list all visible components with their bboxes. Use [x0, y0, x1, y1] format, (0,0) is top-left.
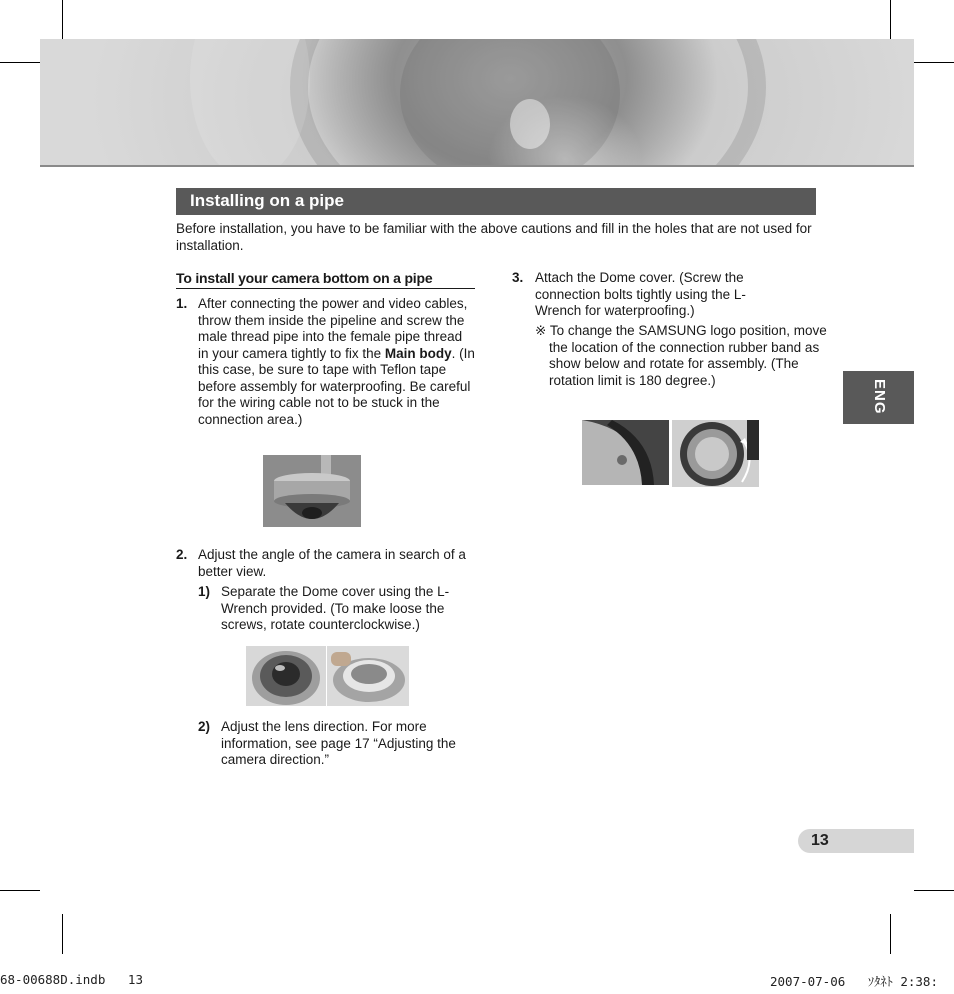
- intro-paragraph: Before installation, you have to be familiar with the above cautions and fill in the holes that are not used for installation.: [176, 221, 812, 253]
- footer-timestamp: 2007-07-06 ｿﾀﾈﾄ 2:38:: [770, 974, 938, 989]
- language-tab-label: ENG: [871, 379, 888, 415]
- substep-2-number: 2): [198, 719, 211, 734]
- step-1-bold-term: Main body: [384, 345, 452, 361]
- crop-mark: [62, 0, 63, 40]
- dome-cover-photo-2: [327, 646, 409, 706]
- logo-position-photo-1: [582, 420, 669, 485]
- crop-mark: [914, 62, 954, 63]
- dome-cover-illustration-1: [246, 646, 326, 706]
- crop-mark: [890, 914, 891, 954]
- logo-position-illustration-1: [582, 420, 669, 485]
- logo-position-photo-2: [672, 420, 759, 487]
- substep-2-text: Adjust the lens direction. For more information, see page 17 “Adjusting the camera direction.”: [221, 719, 456, 767]
- footer-file-info: 68-00688D.indb 13: [0, 972, 143, 987]
- section-title: Installing on a pipe: [190, 191, 344, 210]
- step-3-number: 3.: [512, 270, 524, 285]
- page-number-bar: [798, 829, 914, 853]
- section-title-bar: [176, 188, 816, 215]
- page-number: 13: [811, 832, 829, 849]
- crop-mark: [914, 890, 954, 891]
- substep-1-number: 1): [198, 584, 211, 599]
- camera-on-pipe-photo: [263, 455, 361, 527]
- step-3-note: ※ To change the SAMSUNG logo position, move the location of the connection rubber band as show below and rotate for assembly. (The rotation limit is 180 degree.): [535, 323, 827, 388]
- step-3-text: Attach the Dome cover. (Screw the connection bolts tightly using the L-Wrench for waterproofing.): [535, 270, 746, 318]
- step-2-number: 2.: [176, 547, 188, 562]
- step-1-number: 1.: [176, 296, 188, 311]
- camera-on-pipe-illustration: [263, 455, 361, 527]
- crop-mark: [62, 914, 63, 954]
- step-1-text: [198, 296, 476, 428]
- substep-1-text: Separate the Dome cover using the L-Wrench provided. (To make loose the screws, rotate counterclockwise.): [221, 584, 450, 632]
- step-1-text-after: . (In this case, be sure to tape with Teflon tape before assembly for waterproofing. Be careful for the wiring cable not to be stuck in the connection area.): [198, 345, 475, 427]
- language-tab: [843, 371, 914, 424]
- crop-mark: [890, 0, 891, 40]
- step-1-text-before: After connecting the power and video cables, throw them inside the pipeline and screw the male thread pipe into the female pipe thread in your camera tightly to fix the: [198, 296, 468, 361]
- subheading: To install your camera bottom on a pipe: [176, 270, 475, 289]
- crop-mark: [0, 62, 40, 63]
- dome-cover-illustration-2: [327, 646, 409, 706]
- crop-mark: [0, 890, 40, 891]
- logo-position-illustration-2: [672, 420, 759, 487]
- dome-cover-photo-1: [246, 646, 326, 706]
- header-banner-image: [40, 39, 914, 167]
- step-2-text: Adjust the angle of the camera in search of a better view.: [198, 547, 466, 579]
